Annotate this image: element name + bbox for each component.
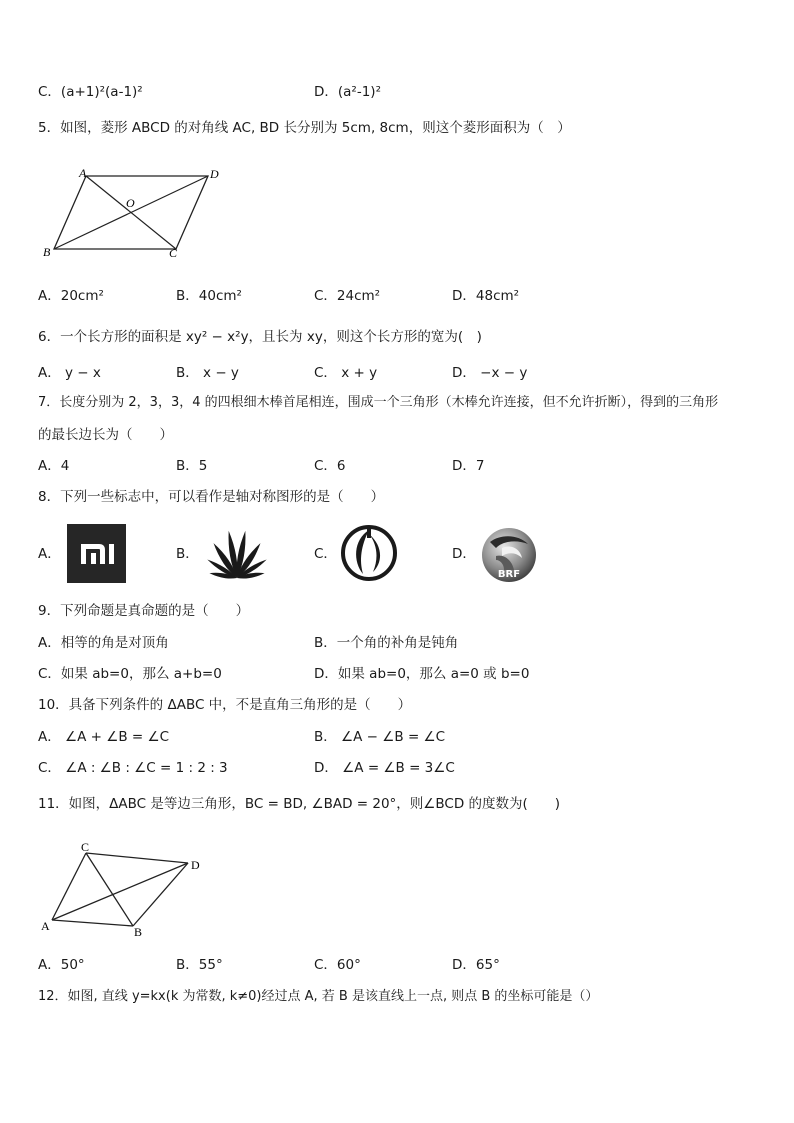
q7-option-c[interactable]: C．6: [314, 458, 346, 474]
label-c: C: [81, 840, 90, 854]
circle-emblem-logo-icon: [339, 522, 399, 584]
q5-option-a[interactable]: A．20cm²: [38, 288, 104, 304]
label-d: D: [210, 167, 219, 181]
huawei-logo-icon: [202, 524, 272, 582]
q6-option-d[interactable]: D． −x − y: [452, 365, 528, 381]
q6-stem: 6．一个长方形的面积是 xy² − x²y，且长为 xy，则这个长方形的宽为( ): [38, 329, 482, 345]
q11-stem: 11．如图，ΔABC 是等边三角形，BC = BD, ∠BAD = 20°，则∠BCD 的度数为( ): [38, 796, 561, 812]
q5-option-b[interactable]: B．40cm²: [176, 288, 242, 304]
q5-option-d[interactable]: D．48cm²: [452, 288, 520, 304]
q7-stem-line1: 7．长度分别为 2，3，3，4 的四根细木棒首尾相连，围成一个三角形（木棒允许连接，但不允许折断），得到的三角形: [38, 395, 719, 410]
triangle-figure: [38, 838, 213, 942]
q8-option-d[interactable]: D．: [452, 546, 476, 562]
rhombus-figure: [38, 163, 238, 261]
label-a: A: [41, 919, 50, 933]
q8-option-c[interactable]: C．: [314, 546, 337, 562]
prev-option-d: D．(a²-1)²: [314, 84, 381, 100]
brf-logo-icon: [478, 526, 540, 584]
q9-option-d[interactable]: D．如果 ab=0，那么 a=0 或 b=0: [314, 666, 530, 682]
q7-stem-line2: 的最长边长为（ ）: [38, 427, 173, 443]
q11-option-c[interactable]: C．60°: [314, 957, 361, 973]
q10-stem: 10．具备下列条件的 ΔABC 中，不是直角三角形的是（ ）: [38, 697, 412, 713]
label-b: B: [43, 245, 51, 259]
q9-option-c[interactable]: C．如果 ab=0，那么 a+b=0: [38, 666, 222, 682]
q10-option-a[interactable]: A． ∠A + ∠B = ∠C: [38, 729, 170, 745]
q8-stem: 8．下列一些标志中，可以看作是轴对称图形的是（ ）: [38, 489, 385, 505]
brf-logo-text: BRF: [497, 569, 521, 580]
q9-stem: 9．下列命题是真命题的是（ ）: [38, 603, 250, 619]
label-a: A: [79, 166, 87, 180]
q10-option-b[interactable]: B． ∠A − ∠B = ∠C: [314, 729, 446, 745]
q11-option-b[interactable]: B．55°: [176, 957, 223, 973]
q7-option-d[interactable]: D．7: [452, 458, 485, 474]
q6-option-c[interactable]: C． x + y: [314, 365, 378, 381]
label-d: D: [191, 858, 200, 872]
q5-option-c[interactable]: C．24cm²: [314, 288, 381, 304]
q8-option-b[interactable]: B．: [176, 546, 199, 562]
q9-option-b[interactable]: B．一个角的补角是钝角: [314, 635, 459, 651]
diagonal-bd: [54, 176, 208, 249]
label-b: B: [134, 925, 143, 939]
q7-option-a[interactable]: A．4: [38, 458, 70, 474]
label-o: O: [126, 196, 135, 210]
label-c: C: [169, 246, 178, 260]
q12-stem: 12．如图, 直线 y=kx(k 为常数, k≠0)经过点 A, 若 B 是该直线上一点, 则点 B 的坐标可能是（）: [38, 989, 599, 1004]
q11-option-d[interactable]: D．65°: [452, 957, 500, 973]
q5-stem: 5．如图，菱形 ABCD 的对角线 AC, BD 长分别为 5cm, 8cm，则这个菱形面积为（ ）: [38, 120, 571, 136]
q10-option-c[interactable]: C． ∠A : ∠B : ∠C = 1 : 2 : 3: [38, 760, 228, 776]
prev-option-c: C．(a+1)²(a-1)²: [38, 84, 143, 100]
q6-option-b[interactable]: B． x − y: [176, 365, 239, 381]
q11-option-a[interactable]: A．50°: [38, 957, 85, 973]
q10-option-d[interactable]: D． ∠A = ∠B = 3∠C: [314, 760, 455, 776]
q7-option-b[interactable]: B．5: [176, 458, 208, 474]
xiaomi-logo-icon: [67, 524, 126, 583]
q8-option-a[interactable]: A．: [38, 546, 61, 562]
q6-option-a[interactable]: A． y − x: [38, 365, 101, 381]
q9-option-a[interactable]: A．相等的角是对顶角: [38, 635, 169, 651]
